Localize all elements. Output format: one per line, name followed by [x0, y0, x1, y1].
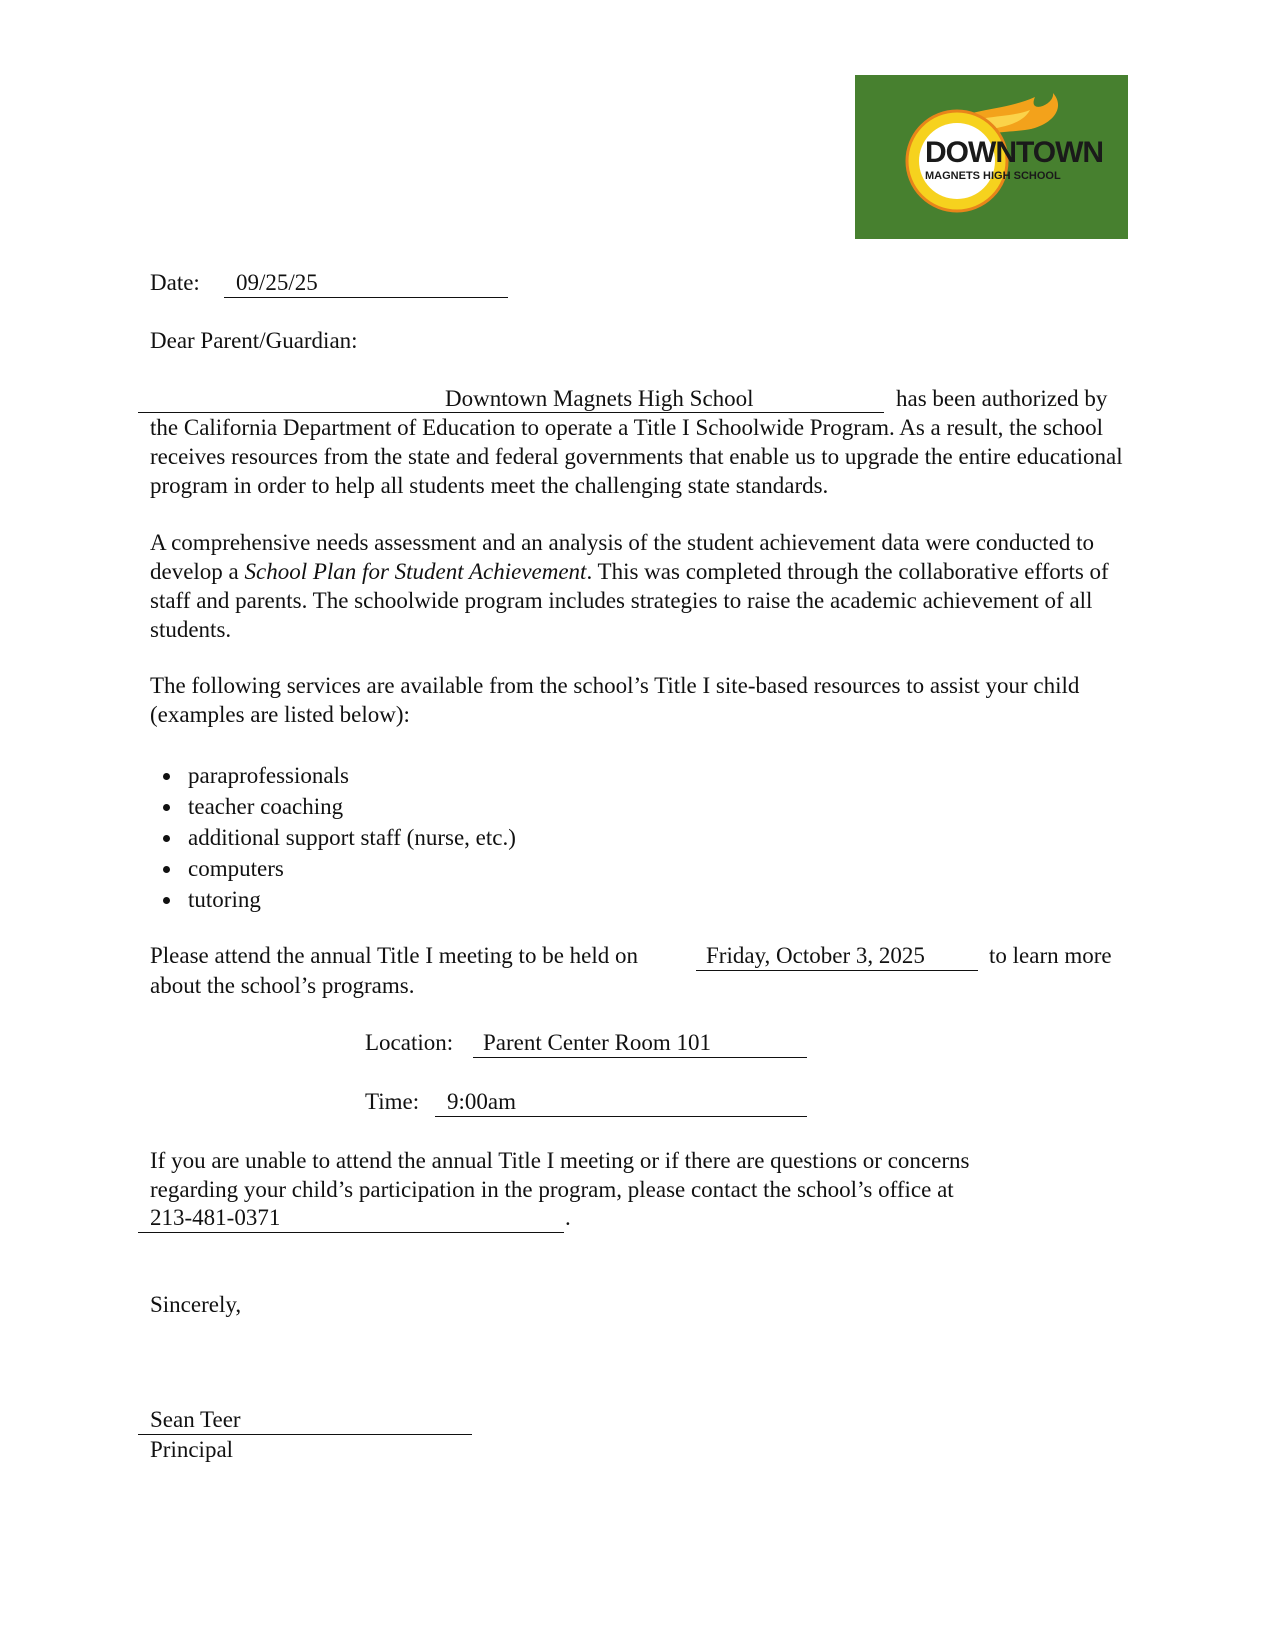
meeting-date-underline [696, 970, 978, 971]
list-item: computers [150, 853, 516, 884]
signer-title: Principal [150, 1437, 234, 1462]
school-logo [855, 75, 1128, 239]
contact-period: . [565, 1205, 571, 1230]
list-item: tutoring [150, 884, 516, 915]
date-underline [224, 297, 508, 298]
date-label: Date: [150, 270, 200, 295]
location-label: Location: [365, 1030, 454, 1055]
date-value: 09/25/25 [236, 270, 318, 295]
salutation: Dear Parent/Guardian: [150, 328, 358, 353]
intro-line1-tail: has been authorized by [896, 386, 1108, 411]
services-intro: The following services are available from the school’s Title I site-based resources to assist your child (examples are listed below): [150, 673, 1080, 727]
list-item: teacher coaching [150, 791, 516, 822]
meeting-date: Friday, October 3, 2025 [706, 943, 925, 968]
list-item: additional support staff (nurse, etc.) [150, 822, 516, 853]
intro-paragraph: the California Department of Education to operate a Title I Schoolwide Program. As a result, the school receives resources from the state and federal governments that enable us to upgrade the entire educational program in order to help all students meet the challenging state standards. [150, 415, 1123, 498]
services-list [150, 760, 516, 915]
time-label: Time: [365, 1089, 420, 1114]
closing: Sincerely, [150, 1292, 242, 1317]
needs-assessment-paragraph [150, 528, 1150, 644]
contact-line1: If you are unable to attend the annual Title I meeting or if there are questions or concerns [150, 1148, 970, 1173]
location-value: Parent Center Room 101 [483, 1030, 712, 1055]
location-underline [473, 1057, 807, 1058]
plan-title: School Plan for Student Achievement [244, 559, 587, 584]
contact-phone: 213-481-0371 [150, 1205, 281, 1230]
time-underline [435, 1116, 807, 1117]
signer-name: Sean Teer [150, 1407, 241, 1432]
time-value: 9:00am [447, 1089, 516, 1114]
para2-text-b: . This was completed through the collaborative efforts of staff and parents. The schoolwide program includes strategies to raise the academic achievement of all students. [150, 559, 1109, 642]
school-name: Downtown Magnets High School [445, 386, 754, 411]
meeting-line2: about the school’s programs. [150, 973, 415, 998]
logo-wordmark: DOWNTOWN [925, 136, 1104, 169]
meeting-tail: to learn more [989, 943, 1112, 968]
contact-line2: regarding your child’s participation in the program, please contact the school’s office at [150, 1177, 954, 1202]
meeting-text: Please attend the annual Title I meeting to be held on [150, 943, 639, 968]
para2-text-a: A comprehensive needs assessment and an analysis of the student achievement data were conducted to develop a [150, 530, 1094, 584]
list-item: paraprofessionals [150, 760, 516, 791]
logo-subtitle: MAGNETS HIGH SCHOOL [925, 170, 1061, 182]
phone-underline [138, 1232, 564, 1233]
